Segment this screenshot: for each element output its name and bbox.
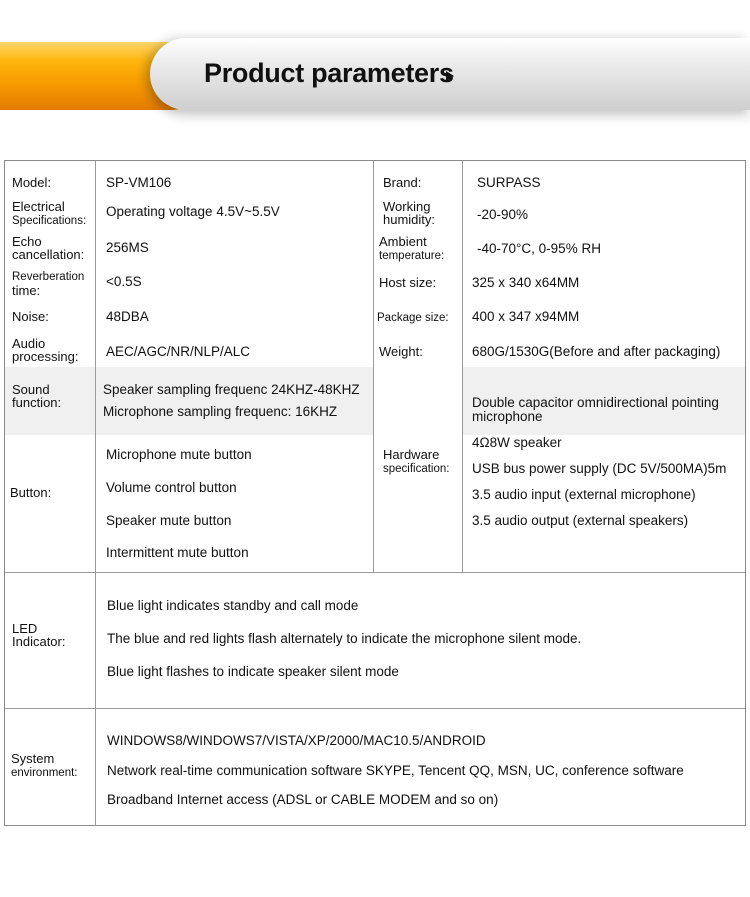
label-audio: Audio processing:: [12, 336, 79, 364]
label-model: Model:: [12, 175, 52, 190]
value-button-1: Microphone mute button: [106, 447, 252, 462]
divider: [5, 572, 745, 573]
divider: [5, 708, 745, 709]
value-model: SP-VM106: [106, 175, 172, 190]
value-humidity: -20-90%: [477, 207, 529, 222]
value-electrical: Operating voltage 4.5V~5.5V: [106, 204, 280, 219]
value-host-size: 325 x 340 x64MM: [472, 275, 580, 290]
value-audio: AEC/AGC/NR/NLP/ALC: [106, 344, 251, 359]
value-noise: 48DBA: [106, 309, 149, 324]
label-humidity: Working humidity:: [383, 199, 436, 227]
value-weight: 680G/1530G(Before and after packaging): [472, 344, 721, 359]
value-led-3: Blue light flashes to indicate speaker silent mode: [107, 664, 399, 679]
value-button-3: Speaker mute button: [106, 513, 232, 528]
label-reverberation: Reverberation time:: [12, 271, 85, 298]
play-arrow-icon: [446, 71, 454, 81]
value-hardware-4: 3.5 audio input (external microphone): [472, 487, 696, 502]
divider: [95, 161, 96, 826]
label-button: Button:: [10, 485, 52, 500]
value-temperature: -40-70°C, 0-95% RH: [477, 241, 601, 256]
label-noise: Noise:: [12, 309, 49, 324]
label-host-size: Host size:: [379, 275, 437, 290]
label-echo: Echo cancellation:: [12, 234, 85, 262]
spec-table: [4, 160, 746, 826]
value-button-2: Volume control button: [106, 480, 237, 495]
label-electrical: Electrical Specifications:: [12, 199, 87, 227]
value-echo: 256MS: [106, 240, 149, 255]
value-brand: SURPASS: [477, 175, 541, 190]
value-button-4: Intermittent mute button: [106, 545, 249, 560]
label-sound: Sound function:: [12, 382, 62, 410]
label-hardware: Hardware specification:: [383, 447, 450, 475]
value-hardware-2: 4Ω8W speaker: [472, 435, 562, 450]
value-led-2: The blue and red lights flash alternately to indicate the microphone silent mode.: [107, 631, 582, 646]
label-package-size: Package size:: [377, 312, 449, 324]
value-sound-1: Speaker sampling frequenc 24KHZ-48KHZ: [103, 382, 360, 397]
label-temperature: Ambient temperature:: [379, 234, 445, 262]
value-sound-2: Microphone sampling frequenc: 16KHZ: [103, 404, 338, 419]
value-reverberation: <0.5S: [106, 274, 142, 289]
label-system: System environment:: [11, 751, 78, 779]
divider: [462, 161, 463, 573]
label-weight: Weight:: [379, 344, 423, 359]
value-package-size: 400 x 347 x94MM: [472, 309, 580, 324]
value-led-1: Blue light indicates standby and call mode: [107, 598, 359, 613]
value-system-3: Broadband Internet access (ADSL or CABLE MODEM and so on): [107, 792, 499, 807]
value-system-2: Network real-time communication software SKYPE, Tencent QQ, MSN, UC, conference software: [107, 763, 684, 778]
value-hardware-5: 3.5 audio output (external speakers): [472, 513, 689, 528]
header-banner: [0, 38, 750, 114]
label-led: LED Indicator:: [12, 621, 66, 649]
divider: [373, 161, 374, 573]
value-hardware-3: USB bus power supply (DC 5V/500MA)5m: [472, 461, 727, 476]
page-title: Product parameters: [204, 58, 454, 88]
label-brand: Brand:: [383, 175, 422, 190]
value-system-1: WINDOWS8/WINDOWS7/VISTA/XP/2000/MAC10.5/ANDROID: [107, 733, 486, 748]
value-hardware-1: Double capacitor omnidirectional pointing microphone: [472, 395, 719, 424]
